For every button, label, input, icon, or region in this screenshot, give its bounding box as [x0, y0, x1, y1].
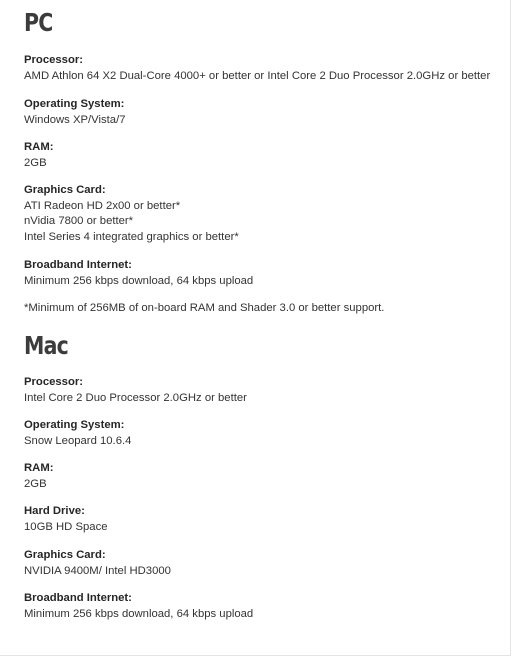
mac-graphics-value: NVIDIA 9400M/ Intel HD3000 — [24, 564, 171, 577]
pc-graphics-value: ATI Radeon HD 2x00 or better* — [24, 199, 181, 212]
mac-processor-label: Processor: — [24, 376, 84, 388]
mac-internet-label: Broadband Internet: — [24, 592, 132, 604]
mac-processor-value: Intel Core 2 Duo Processor 2.0GHz or better — [24, 391, 247, 404]
pc-internet-spec — [24, 258, 253, 289]
mac-graphics-label: Graphics Card: — [24, 549, 106, 561]
pc-processor-spec — [24, 53, 490, 84]
mac-internet-spec — [24, 591, 253, 622]
pc-processor-label: Processor: — [24, 54, 84, 66]
pc-internet-value: Minimum 256 kbps download, 64 kbps upload — [24, 274, 254, 287]
pc-ram-label: RAM: — [24, 141, 54, 153]
mac-hard-drive-label: Hard Drive: — [24, 505, 85, 517]
mac-os-spec — [24, 418, 131, 449]
pc-ram-spec — [24, 140, 54, 171]
pc-os-label: Operating System: — [24, 98, 125, 110]
pc-os-value: Windows XP/Vista/7 — [24, 113, 126, 126]
mac-hard-drive-spec — [24, 504, 108, 535]
mac-section-title: Mac — [24, 331, 68, 360]
mac-processor-spec — [24, 375, 247, 406]
pc-graphics-value: nVidia 7800 or better* — [24, 215, 134, 227]
mac-os-label: Operating System: — [24, 419, 125, 431]
pc-ram-value: 2GB — [24, 156, 47, 169]
mac-hard-drive-value: 10GB HD Space — [24, 520, 108, 533]
pc-internet-label: Broadband Internet: — [24, 259, 132, 271]
mac-ram-label: RAM: — [24, 462, 54, 474]
pc-processor-value: AMD Athlon 64 X2 Dual-Core 4000+ or better or Intel Core 2 Duo Processor 2.0GHz or better — [24, 69, 491, 82]
mac-internet-value: Minimum 256 kbps download, 64 kbps upload — [24, 607, 254, 620]
pc-graphics-label: Graphics Card: — [24, 184, 106, 196]
mac-ram-value: 2GB — [24, 477, 47, 490]
pc-section-title: PC — [24, 8, 53, 37]
pc-os-spec — [24, 97, 126, 128]
pc-graphics-footnote: *Minimum of 256MB of on-board RAM and Shader 3.0 or better support. — [24, 302, 385, 314]
mac-os-value: Snow Leopard 10.6.4 — [24, 434, 132, 447]
mac-ram-spec — [24, 461, 54, 492]
mac-graphics-spec — [24, 548, 171, 579]
pc-graphics-value: Intel Series 4 integrated graphics or better* — [24, 230, 239, 243]
pc-graphics-spec — [24, 183, 239, 245]
